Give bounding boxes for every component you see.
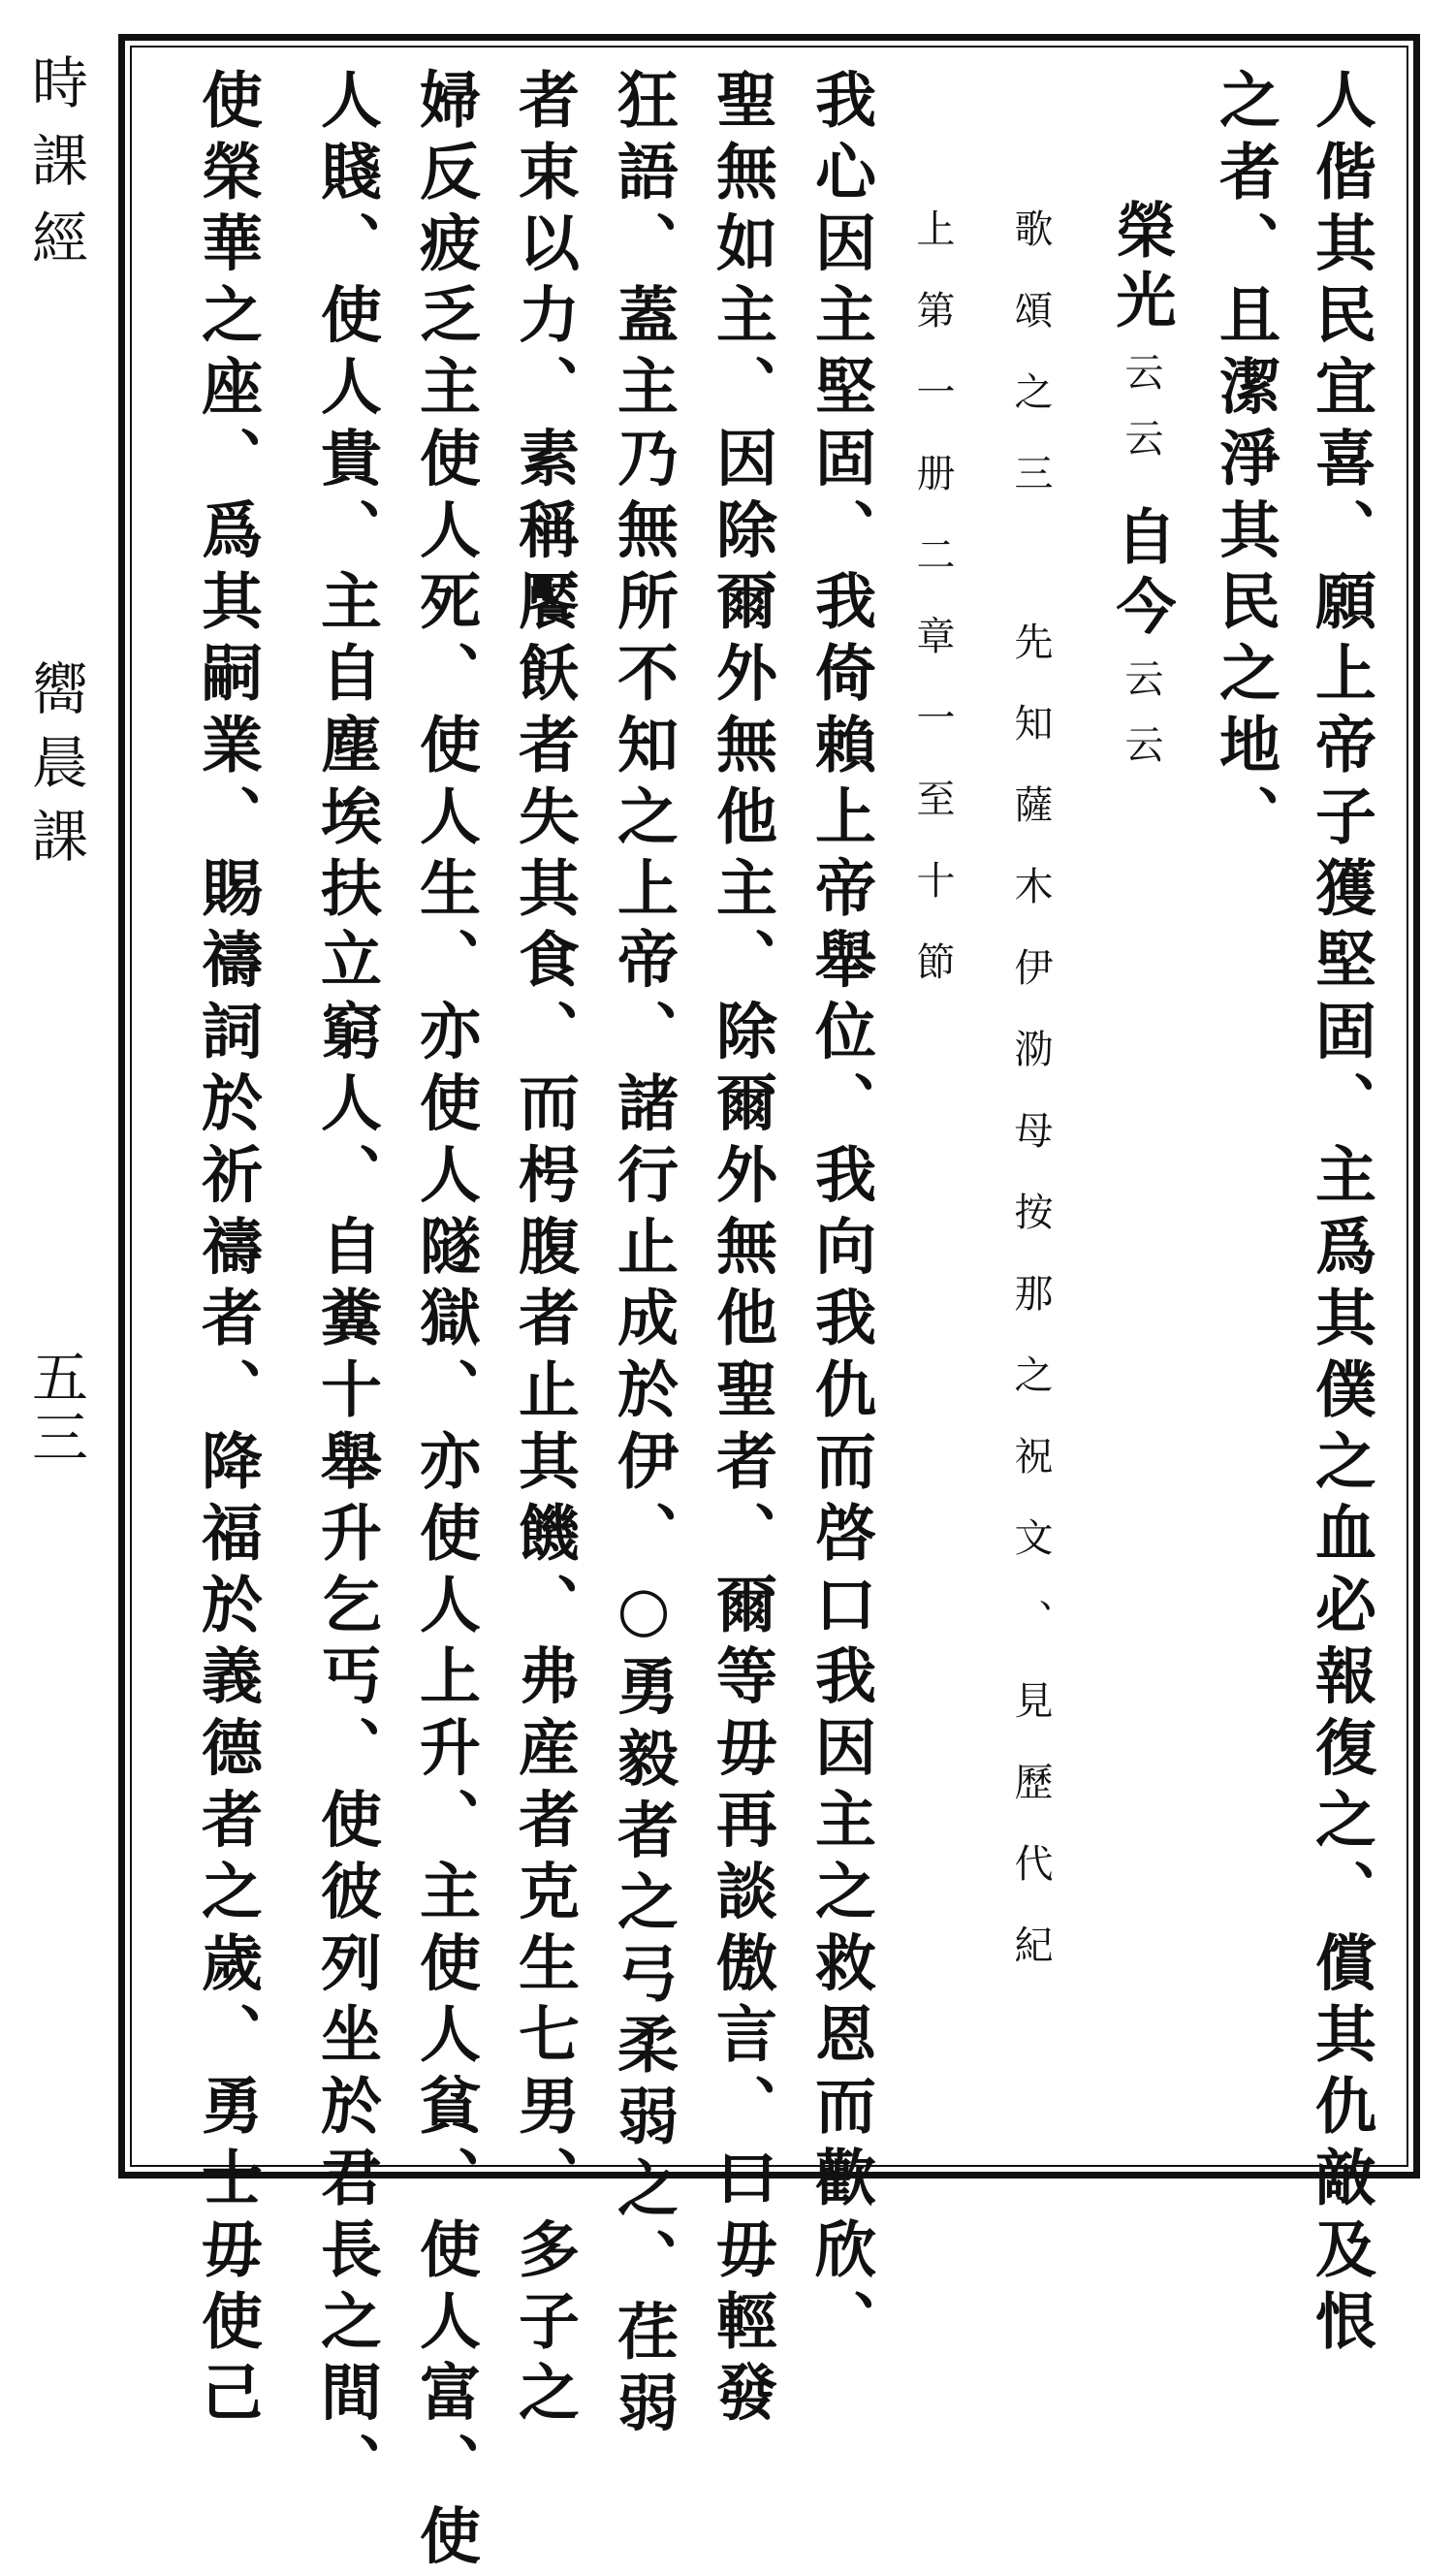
page-number: 五三	[22, 1348, 88, 1468]
text-column-7: 婦反疲乏主使人死、使人生、亦使人隧獄、亦使人上升、主使人貧、使人富、使	[410, 68, 482, 2576]
section-title: 嚮晨課	[22, 659, 88, 880]
rubric-column	[1106, 199, 1177, 790]
rubric-heading-glory: 榮光	[1106, 199, 1177, 338]
text-column-1: 人偕其民宜喜、願上帝子獲堅固、主爲其僕之血必報復之、償其仇敵及恨	[1306, 68, 1377, 2361]
rubric-etc-2: 云云	[1119, 658, 1163, 790]
text-column-2: 之者、且潔淨其民之地、	[1210, 68, 1281, 856]
rubric-etc-1: 云云	[1119, 352, 1163, 484]
text-column-3: 我心因主堅固、我倚賴上帝舉位、我向我仇而啓口我因主之救恩而歡欣、	[806, 68, 877, 2361]
text-column-8: 人賤、使人貴、主自塵埃扶立窮人、自糞十舉升乞丐、使彼列坐於君長之間、	[311, 68, 383, 2504]
rubric-heading-now: 自今	[1106, 505, 1177, 645]
text-column-4: 聖無如主、因除爾外無他主、除爾外無他聖者、爾等毋再談傲言、口毋輕發	[707, 68, 778, 2433]
text-column-5: 狂語、蓋主乃無所不知之上帝、諸行止成於伊、○勇毅者之弓柔弱之、荏弱	[608, 68, 680, 2443]
book-title: 時課經	[22, 53, 88, 286]
ode-title-note: 歌頌之三 先知薩木伊泐母按那之祝文、見歷代紀	[1008, 208, 1053, 2006]
citation-note: 上第一册二章一至十節	[910, 208, 955, 1023]
text-column-9: 使榮華之座、爲其嗣業、賜禱詞於祈禱者、降福於義德者之歲、勇士毋使己	[192, 68, 264, 2433]
text-column-6: 者束以力、素稱饜飫者失其食、而枵腹者止其饑、弗産者克生七男、多子之	[509, 68, 581, 2433]
